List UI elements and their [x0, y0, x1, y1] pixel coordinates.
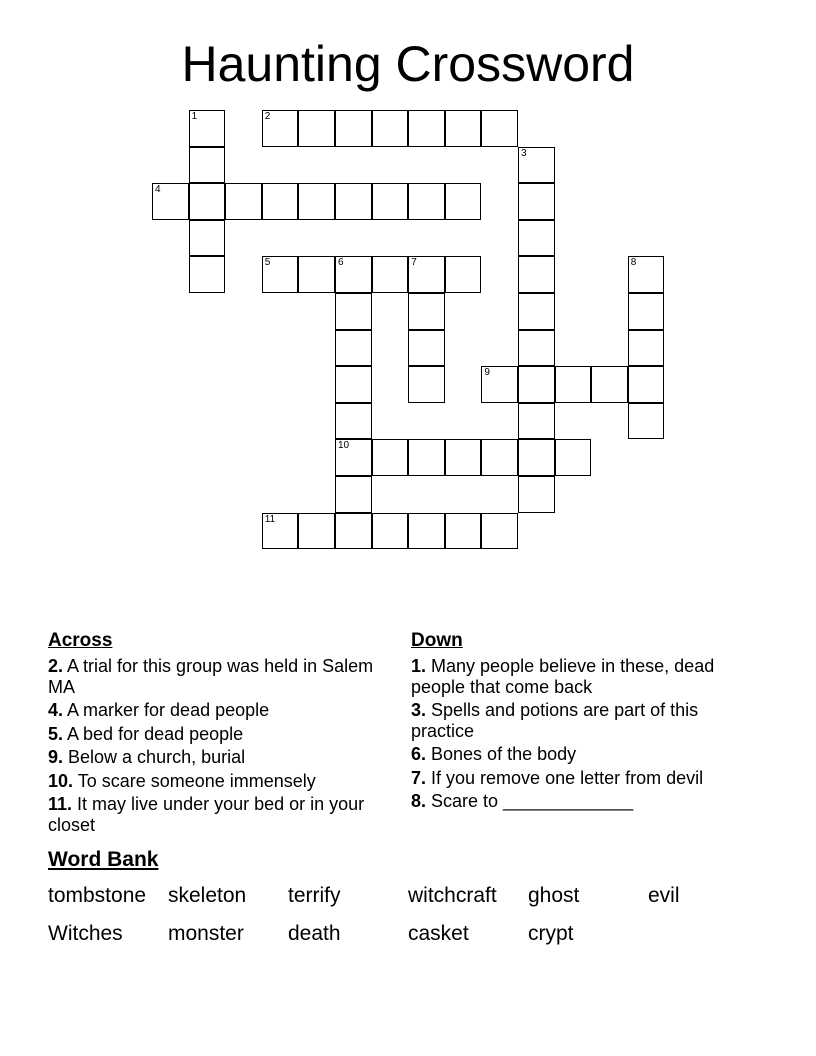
grid-cell[interactable] — [262, 256, 299, 293]
grid-cell[interactable] — [262, 110, 299, 147]
grid-cell[interactable] — [628, 366, 665, 403]
grid-cell[interactable] — [372, 513, 409, 550]
word-bank-item: witchcraft — [408, 884, 497, 907]
clue-number: 11 — [264, 513, 276, 525]
grid-cell[interactable] — [518, 330, 555, 367]
clue-text: If you remove one letter from devil — [426, 767, 704, 788]
grid-cell[interactable] — [335, 476, 372, 513]
word-bank-item: monster — [168, 922, 244, 945]
grid-cell[interactable] — [189, 147, 226, 184]
across-clues — [48, 630, 398, 838]
grid-cell[interactable] — [591, 366, 628, 403]
clue-text: A trial for this group was held in Salem MA — [48, 656, 374, 697]
grid-cell[interactable] — [335, 293, 372, 330]
grid-cell[interactable] — [518, 366, 555, 403]
clue-number: 2 — [264, 111, 271, 122]
clue-num: 1. — [411, 656, 427, 676]
clue-number: 6 — [338, 257, 344, 269]
across-clue — [48, 794, 398, 835]
grid-cell[interactable] — [518, 403, 555, 440]
grid-cell[interactable] — [518, 256, 555, 293]
grid-cell[interactable] — [445, 439, 482, 476]
grid-cell[interactable] — [408, 439, 445, 476]
clue-text: A bed for dead people — [63, 723, 244, 744]
grid-cell[interactable] — [408, 330, 445, 367]
clue-text: Below a church, burial — [63, 747, 246, 767]
grid-cell[interactable] — [628, 256, 665, 293]
grid-cell[interactable] — [445, 183, 482, 220]
grid-cell[interactable] — [445, 110, 482, 147]
across-clue — [48, 724, 398, 745]
clue-num: 4. — [48, 700, 64, 720]
grid-cell[interactable] — [408, 366, 445, 403]
grid-cell[interactable] — [555, 439, 592, 476]
grid-cell[interactable] — [445, 513, 482, 550]
grid-cell[interactable] — [481, 513, 518, 550]
grid-cell[interactable] — [555, 366, 592, 403]
clue-text: A marker for dead people — [63, 700, 270, 720]
clue-number: 1 — [191, 111, 198, 122]
grid-cell[interactable] — [335, 183, 372, 220]
grid-cell[interactable] — [372, 256, 409, 293]
word-bank-item: evil — [648, 884, 680, 907]
grid-cell[interactable] — [628, 293, 665, 330]
puzzle-title: Haunting Crossword — [181, 36, 635, 92]
word-bank-item: casket — [408, 922, 469, 945]
down-clue — [411, 700, 761, 741]
grid-cell[interactable] — [298, 256, 335, 293]
clue-number: 10 — [338, 440, 350, 452]
clue-num: 9. — [48, 747, 64, 767]
grid-cell[interactable] — [518, 293, 555, 330]
down-clue — [411, 791, 761, 812]
grid-cell[interactable] — [481, 110, 518, 147]
clue-text: Scare to _____________ — [426, 791, 634, 811]
grid-cell[interactable] — [518, 147, 555, 184]
grid-cell[interactable] — [481, 439, 518, 476]
grid-cell[interactable] — [189, 256, 226, 293]
grid-cell[interactable] — [189, 220, 226, 257]
clue-num: 5. — [48, 723, 64, 744]
word-bank-item: ghost — [528, 884, 580, 907]
grid-cell[interactable] — [481, 366, 518, 403]
grid-cell[interactable] — [518, 439, 555, 476]
grid-cell[interactable] — [445, 256, 482, 293]
grid-cell[interactable] — [335, 403, 372, 440]
grid-cell[interactable] — [335, 256, 372, 293]
grid-cell[interactable] — [189, 110, 226, 147]
word-bank-item: terrify — [288, 884, 341, 907]
across-clue — [48, 747, 398, 768]
word-bank-item: skeleton — [168, 884, 247, 907]
down-clue — [411, 744, 761, 765]
grid-cell[interactable] — [372, 110, 409, 147]
clue-text: Bones of the body — [426, 744, 577, 764]
grid-cell[interactable] — [298, 513, 335, 550]
clue-text: To scare someone immensely — [73, 770, 316, 791]
clue-number: 3 — [521, 147, 527, 159]
word-bank-item: tombstone — [48, 884, 147, 907]
clue-text: Many people believe in these, dead people that come back — [411, 656, 715, 697]
clue-number: 4 — [155, 184, 161, 196]
down-clues — [411, 630, 761, 815]
grid-cell[interactable] — [298, 183, 335, 220]
clue-num: 2. — [48, 656, 64, 676]
clue-num: 10. — [48, 770, 74, 791]
clue-num: 3. — [411, 700, 427, 720]
clue-number: 9 — [484, 367, 490, 379]
grid-cell[interactable] — [298, 110, 335, 147]
grid-cell[interactable] — [225, 183, 262, 220]
grid-cell[interactable] — [518, 220, 555, 257]
grid-cell[interactable] — [335, 366, 372, 403]
grid-cell[interactable] — [518, 183, 555, 220]
grid-cell[interactable] — [518, 476, 555, 513]
across-heading: Across — [48, 630, 113, 651]
down-clue — [411, 768, 761, 789]
grid-cell[interactable] — [335, 439, 372, 476]
grid-cell[interactable] — [408, 183, 445, 220]
grid-cell[interactable] — [408, 293, 445, 330]
clue-num: 6. — [411, 744, 427, 764]
grid-cell[interactable] — [408, 256, 445, 293]
grid-cell[interactable] — [628, 403, 665, 440]
grid-cell[interactable] — [372, 439, 409, 476]
word-bank-heading: Word Bank — [48, 848, 159, 871]
word-bank-item: Witches — [48, 922, 123, 945]
clue-number: 8 — [630, 257, 637, 269]
down-clue — [411, 656, 761, 697]
clue-text: Spells and potions are part of this practice — [411, 700, 699, 741]
down-heading: Down — [411, 630, 463, 651]
grid-cell[interactable] — [189, 183, 226, 220]
word-bank-item: death — [288, 922, 341, 945]
clue-text: It may live under your bed or in your closet — [48, 794, 365, 835]
across-clue — [48, 771, 398, 792]
grid-cell[interactable] — [408, 110, 445, 147]
across-clue — [48, 656, 398, 697]
across-clue — [48, 700, 398, 721]
grid-cell[interactable] — [262, 513, 299, 550]
grid-cell[interactable] — [335, 110, 372, 147]
clue-number: 5 — [264, 257, 271, 269]
clue-number: 7 — [411, 257, 417, 269]
clue-num: 8. — [411, 791, 427, 811]
grid-cell[interactable] — [628, 330, 665, 367]
grid-cell[interactable] — [372, 183, 409, 220]
grid-cell[interactable] — [262, 183, 299, 220]
grid-cell[interactable] — [335, 330, 372, 367]
grid-cell[interactable] — [335, 513, 372, 550]
clue-num: 7. — [411, 767, 427, 788]
grid-cell[interactable] — [152, 183, 189, 220]
word-bank-item: crypt — [528, 922, 574, 945]
grid-cell[interactable] — [408, 513, 445, 550]
clue-num: 11. — [48, 794, 73, 814]
